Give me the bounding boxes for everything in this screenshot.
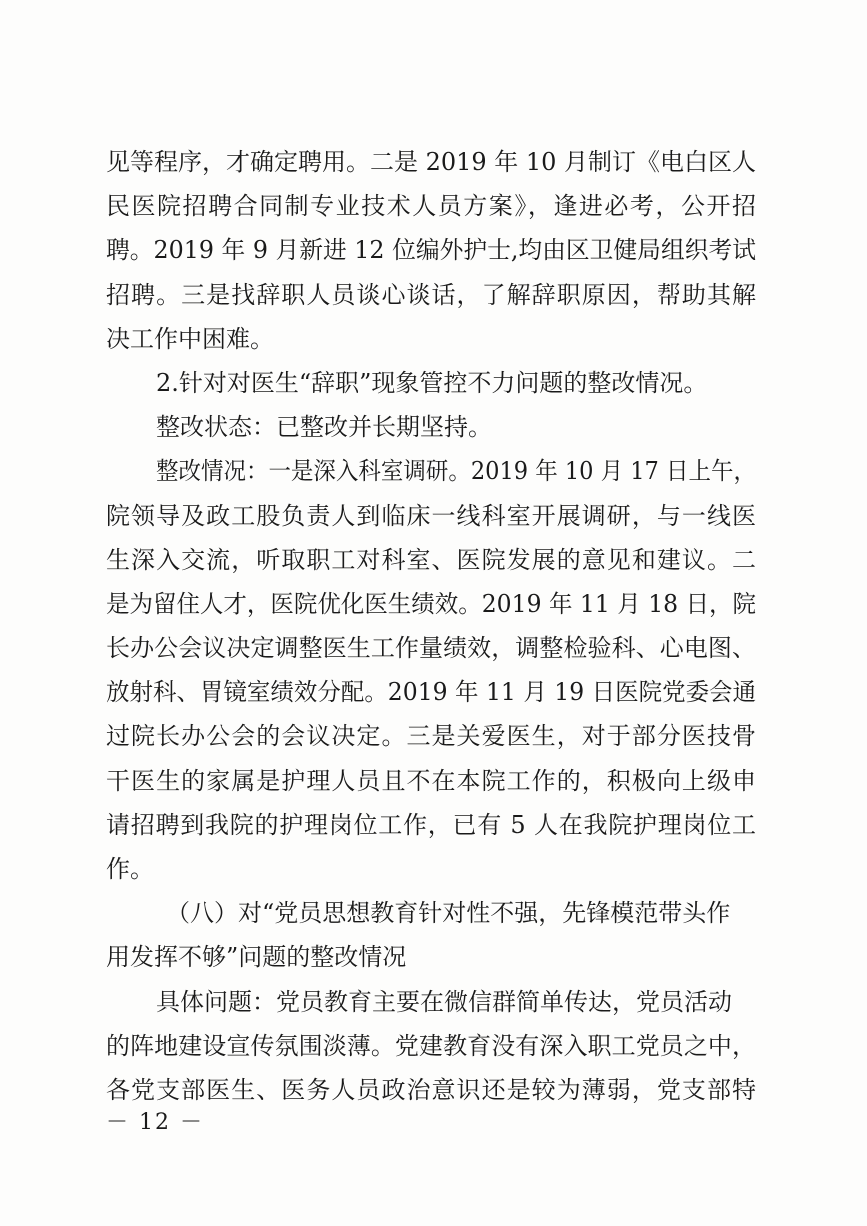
text-line-content: 生深入交流，听取职工对科室、医院发展的意见和建议。二	[106, 545, 756, 574]
body-text	[106, 140, 756, 1112]
text-line-content: 长办公会议决定调整医生工作量绩效，调整检验科、心电图、	[106, 634, 756, 663]
text-line	[106, 847, 756, 891]
text-line	[106, 803, 756, 847]
text-line-content: （八）对“党员思想教育针对性不强，先锋模范带头作	[166, 899, 731, 928]
text-line-content: 招聘。三是找辞职人员谈心谈话，了解辞职原因，帮助其解	[106, 280, 756, 309]
text-line-content: 是为留住人才，医院优化医生绩效。2019 年 11 月 18 日，院	[106, 589, 757, 618]
text-line-content: 整改情况：一是深入科室调研。2019 年 10 月 17 日上午，	[156, 457, 756, 486]
text-line	[106, 670, 756, 714]
text-line-content: 的阵地建设宣传氛围淡薄。党建教育没有深入职工党员之中，	[106, 1031, 756, 1060]
section-heading-continued	[106, 935, 756, 979]
text-line	[106, 273, 756, 317]
text-line	[106, 626, 756, 670]
text-line	[106, 714, 756, 758]
text-line	[106, 582, 756, 626]
text-line-content: 用发挥不够”问题的整改情况	[106, 943, 407, 972]
text-line-content: 聘。2019 年 9 月新进 12 位编外护士,均由区卫健局组织考试	[106, 236, 756, 265]
subsection-heading	[106, 361, 756, 405]
text-line-content: 干医生的家属是护理人员且不在本院工作的，积极向上级申	[106, 766, 756, 795]
text-line	[106, 317, 756, 361]
text-line	[106, 228, 756, 272]
text-line-content: 具体问题：党员教育主要在微信群简单传达，党员活动	[156, 987, 732, 1016]
status-line	[106, 405, 756, 449]
text-line	[106, 1024, 756, 1068]
text-line	[106, 1068, 756, 1112]
text-line-content: 院领导及政工股负责人到临床一线科室开展调研，与一线医	[106, 501, 756, 530]
text-line	[106, 759, 756, 803]
text-line	[106, 449, 756, 493]
page-number: － 12 －	[106, 1110, 204, 1135]
text-line-content: 见等程序，才确定聘用。二是 2019 年 10 月制订《电白区人	[106, 148, 757, 176]
text-line-content: 决工作中困难。	[106, 324, 274, 353]
section-heading	[106, 891, 756, 935]
text-line-content: 整改状态：已整改并长期坚持。	[156, 413, 492, 442]
text-line-content: 民医院招聘合同制专业技术人员方案》，逢进必考，公开招	[106, 192, 756, 221]
text-line-content: 2.针对对医生“辞职”现象管控不力问题的整改情况。	[156, 368, 708, 397]
text-line	[106, 980, 756, 1024]
text-line	[106, 184, 756, 228]
text-line-content: 各党支部医生、医务人员政治意识还是较为薄弱，党支部特	[106, 1075, 756, 1104]
text-line-content: 请招聘到我院的护理岗位工作，已有 5 人在我院护理岗位工	[106, 810, 756, 839]
text-line-content: 过院长办公会的会议决定。三是关爱医生，对于部分医技骨	[106, 722, 756, 751]
text-line	[106, 538, 756, 582]
text-line	[106, 494, 756, 538]
text-line-content: 作。	[106, 855, 154, 883]
text-line-content: 放射科、胃镜室绩效分配。2019 年 11 月 19 日医院党委会通	[106, 678, 757, 707]
text-line	[106, 140, 756, 184]
